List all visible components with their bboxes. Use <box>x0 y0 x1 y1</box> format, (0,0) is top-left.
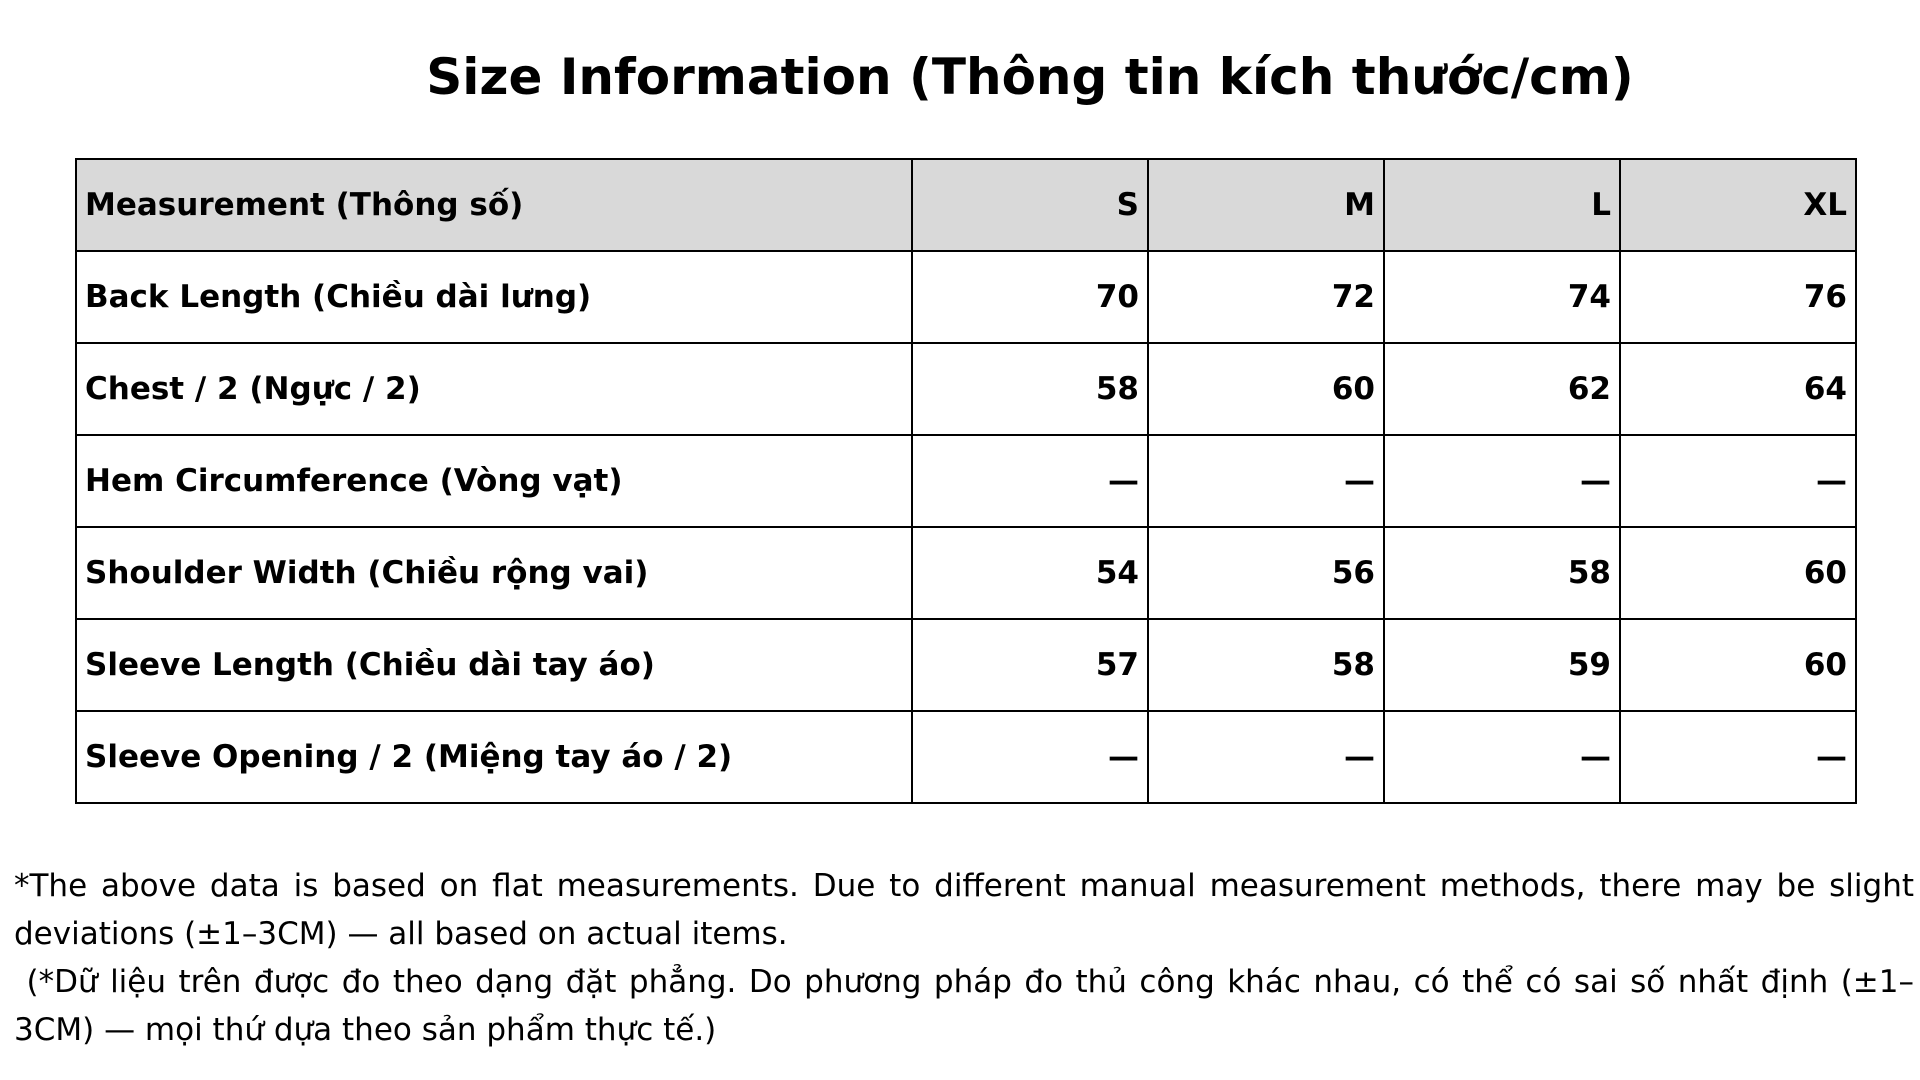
cell-value-m: — <box>1148 711 1384 803</box>
table-row-hem <box>76 435 1856 527</box>
cell-value-s: 57 <box>912 619 1148 711</box>
header-size-s: S <box>912 159 1148 251</box>
header-size-l: L <box>1384 159 1620 251</box>
cell-value-s: — <box>912 711 1148 803</box>
measurement-note-english: *The above data is based on flat measurements. Due to different manual measurement methods, there may be slight deviations (±1–3CM) — all based on actual items. <box>14 868 1914 952</box>
row-label: Chest / 2 (Ngực / 2) <box>76 343 912 435</box>
page-title: Size Information (Thông tin kích thước/cm) <box>426 48 1634 106</box>
measurement-note-vietnamese: (*Dữ liệu trên được đo theo dạng đặt phẳng. Do phương pháp đo thủ công khác nhau, có thể có sai số nhất định (±1–3CM) — mọi thứ dựa theo sản phẩm thực tế.) <box>14 964 1915 1048</box>
cell-value-l: 74 <box>1384 251 1620 343</box>
cell-value-s: 54 <box>912 527 1148 619</box>
header-measurement: Measurement (Thông số) <box>76 159 912 251</box>
row-label: Sleeve Opening / 2 (Miệng tay áo / 2) <box>76 711 912 803</box>
cell-value-s: 70 <box>912 251 1148 343</box>
table-row-back-length <box>76 251 1856 343</box>
cell-value-l: 59 <box>1384 619 1620 711</box>
cell-value-s: — <box>912 435 1148 527</box>
header-size-m: M <box>1148 159 1384 251</box>
cell-value-xl: — <box>1620 711 1856 803</box>
cell-value-xl: 64 <box>1620 343 1856 435</box>
table-header-row <box>76 159 1856 251</box>
table-row-sleeve-opening <box>76 711 1856 803</box>
row-label: Hem Circumference (Vòng vạt) <box>76 435 912 527</box>
cell-value-m: 60 <box>1148 343 1384 435</box>
row-label: Sleeve Length (Chiều dài tay áo) <box>76 619 912 711</box>
cell-value-s: 58 <box>912 343 1148 435</box>
row-label: Shoulder Width (Chiều rộng vai) <box>76 527 912 619</box>
cell-value-m: 56 <box>1148 527 1384 619</box>
header-size-xl: XL <box>1620 159 1856 251</box>
cell-value-xl: 76 <box>1620 251 1856 343</box>
cell-value-m: 58 <box>1148 619 1384 711</box>
cell-value-xl: 60 <box>1620 527 1856 619</box>
cell-value-m: 72 <box>1148 251 1384 343</box>
table-row-chest <box>76 343 1856 435</box>
table-row-sleeve-length <box>76 619 1856 711</box>
cell-value-xl: — <box>1620 435 1856 527</box>
table-row-shoulder <box>76 527 1856 619</box>
cell-value-l: — <box>1384 435 1620 527</box>
cell-value-xl: 60 <box>1620 619 1856 711</box>
cell-value-l: 62 <box>1384 343 1620 435</box>
cell-value-l: — <box>1384 711 1620 803</box>
size-table <box>75 158 1857 804</box>
cell-value-l: 58 <box>1384 527 1620 619</box>
row-label: Back Length (Chiều dài lưng) <box>76 251 912 343</box>
cell-value-m: — <box>1148 435 1384 527</box>
